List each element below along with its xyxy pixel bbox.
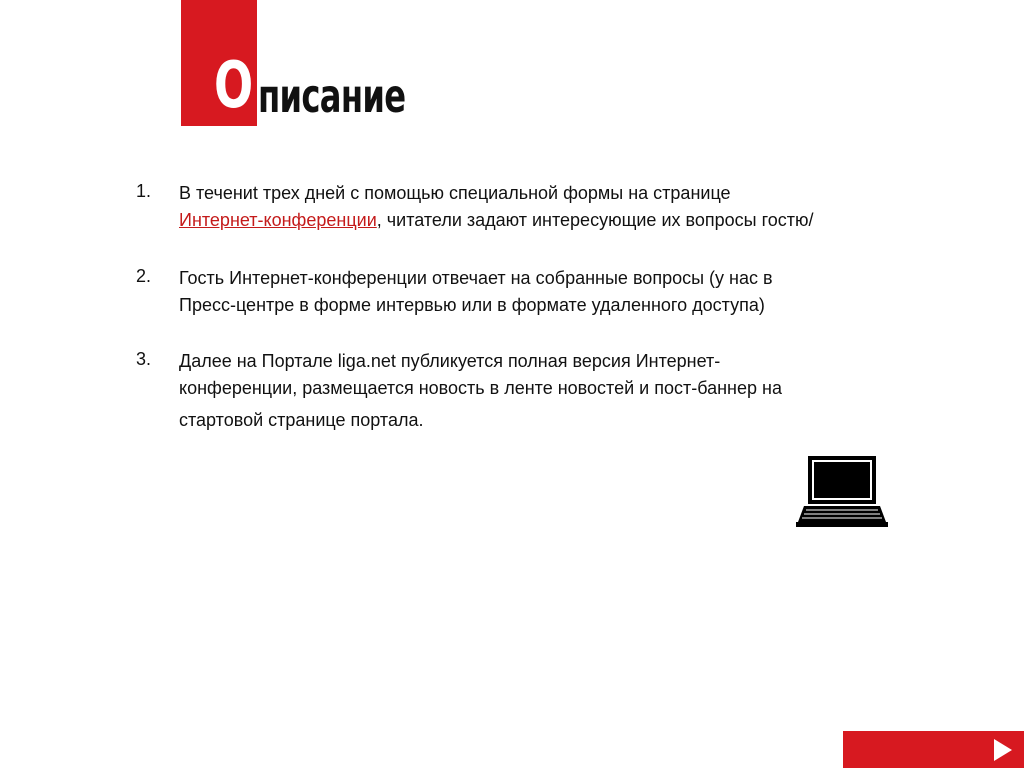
list-item-text-line: Пресс-центре в форме интервью или в формате удаленного доступа) xyxy=(179,295,765,315)
next-slide-button[interactable] xyxy=(843,731,1024,768)
list-item-text-part: В течениt трех дней с помощью специальной формы на странице xyxy=(179,183,731,203)
list-item-text xyxy=(179,348,919,434)
list-item-number: 3. xyxy=(136,349,152,369)
title-first-letter: О xyxy=(214,49,253,123)
list-item-text-part: , читатели задают интересующие их вопросы гостю/ xyxy=(376,210,814,230)
list-item-text xyxy=(179,265,919,319)
play-arrow-icon xyxy=(994,739,1012,761)
list-item-text xyxy=(179,180,919,234)
list-item-number: 1. xyxy=(136,181,152,201)
list-item-text-line: конференции, размещается новость в ленте новостей и пост-баннер на xyxy=(179,378,782,398)
laptop-icon xyxy=(794,456,890,528)
list-item-text-line: Гость Интернет-конференции отвечает на собранные вопросы (у нас в xyxy=(179,268,773,288)
page-title: писание xyxy=(258,69,406,123)
list-item-text-line: Далее на Портале liga.net публикуется полная версия Интернет- xyxy=(179,351,721,371)
list-item-text-line: стартовой странице портала. xyxy=(179,410,424,430)
conference-link[interactable]: Интернет-конференции xyxy=(179,210,377,230)
list-item-number: 2. xyxy=(136,266,152,286)
